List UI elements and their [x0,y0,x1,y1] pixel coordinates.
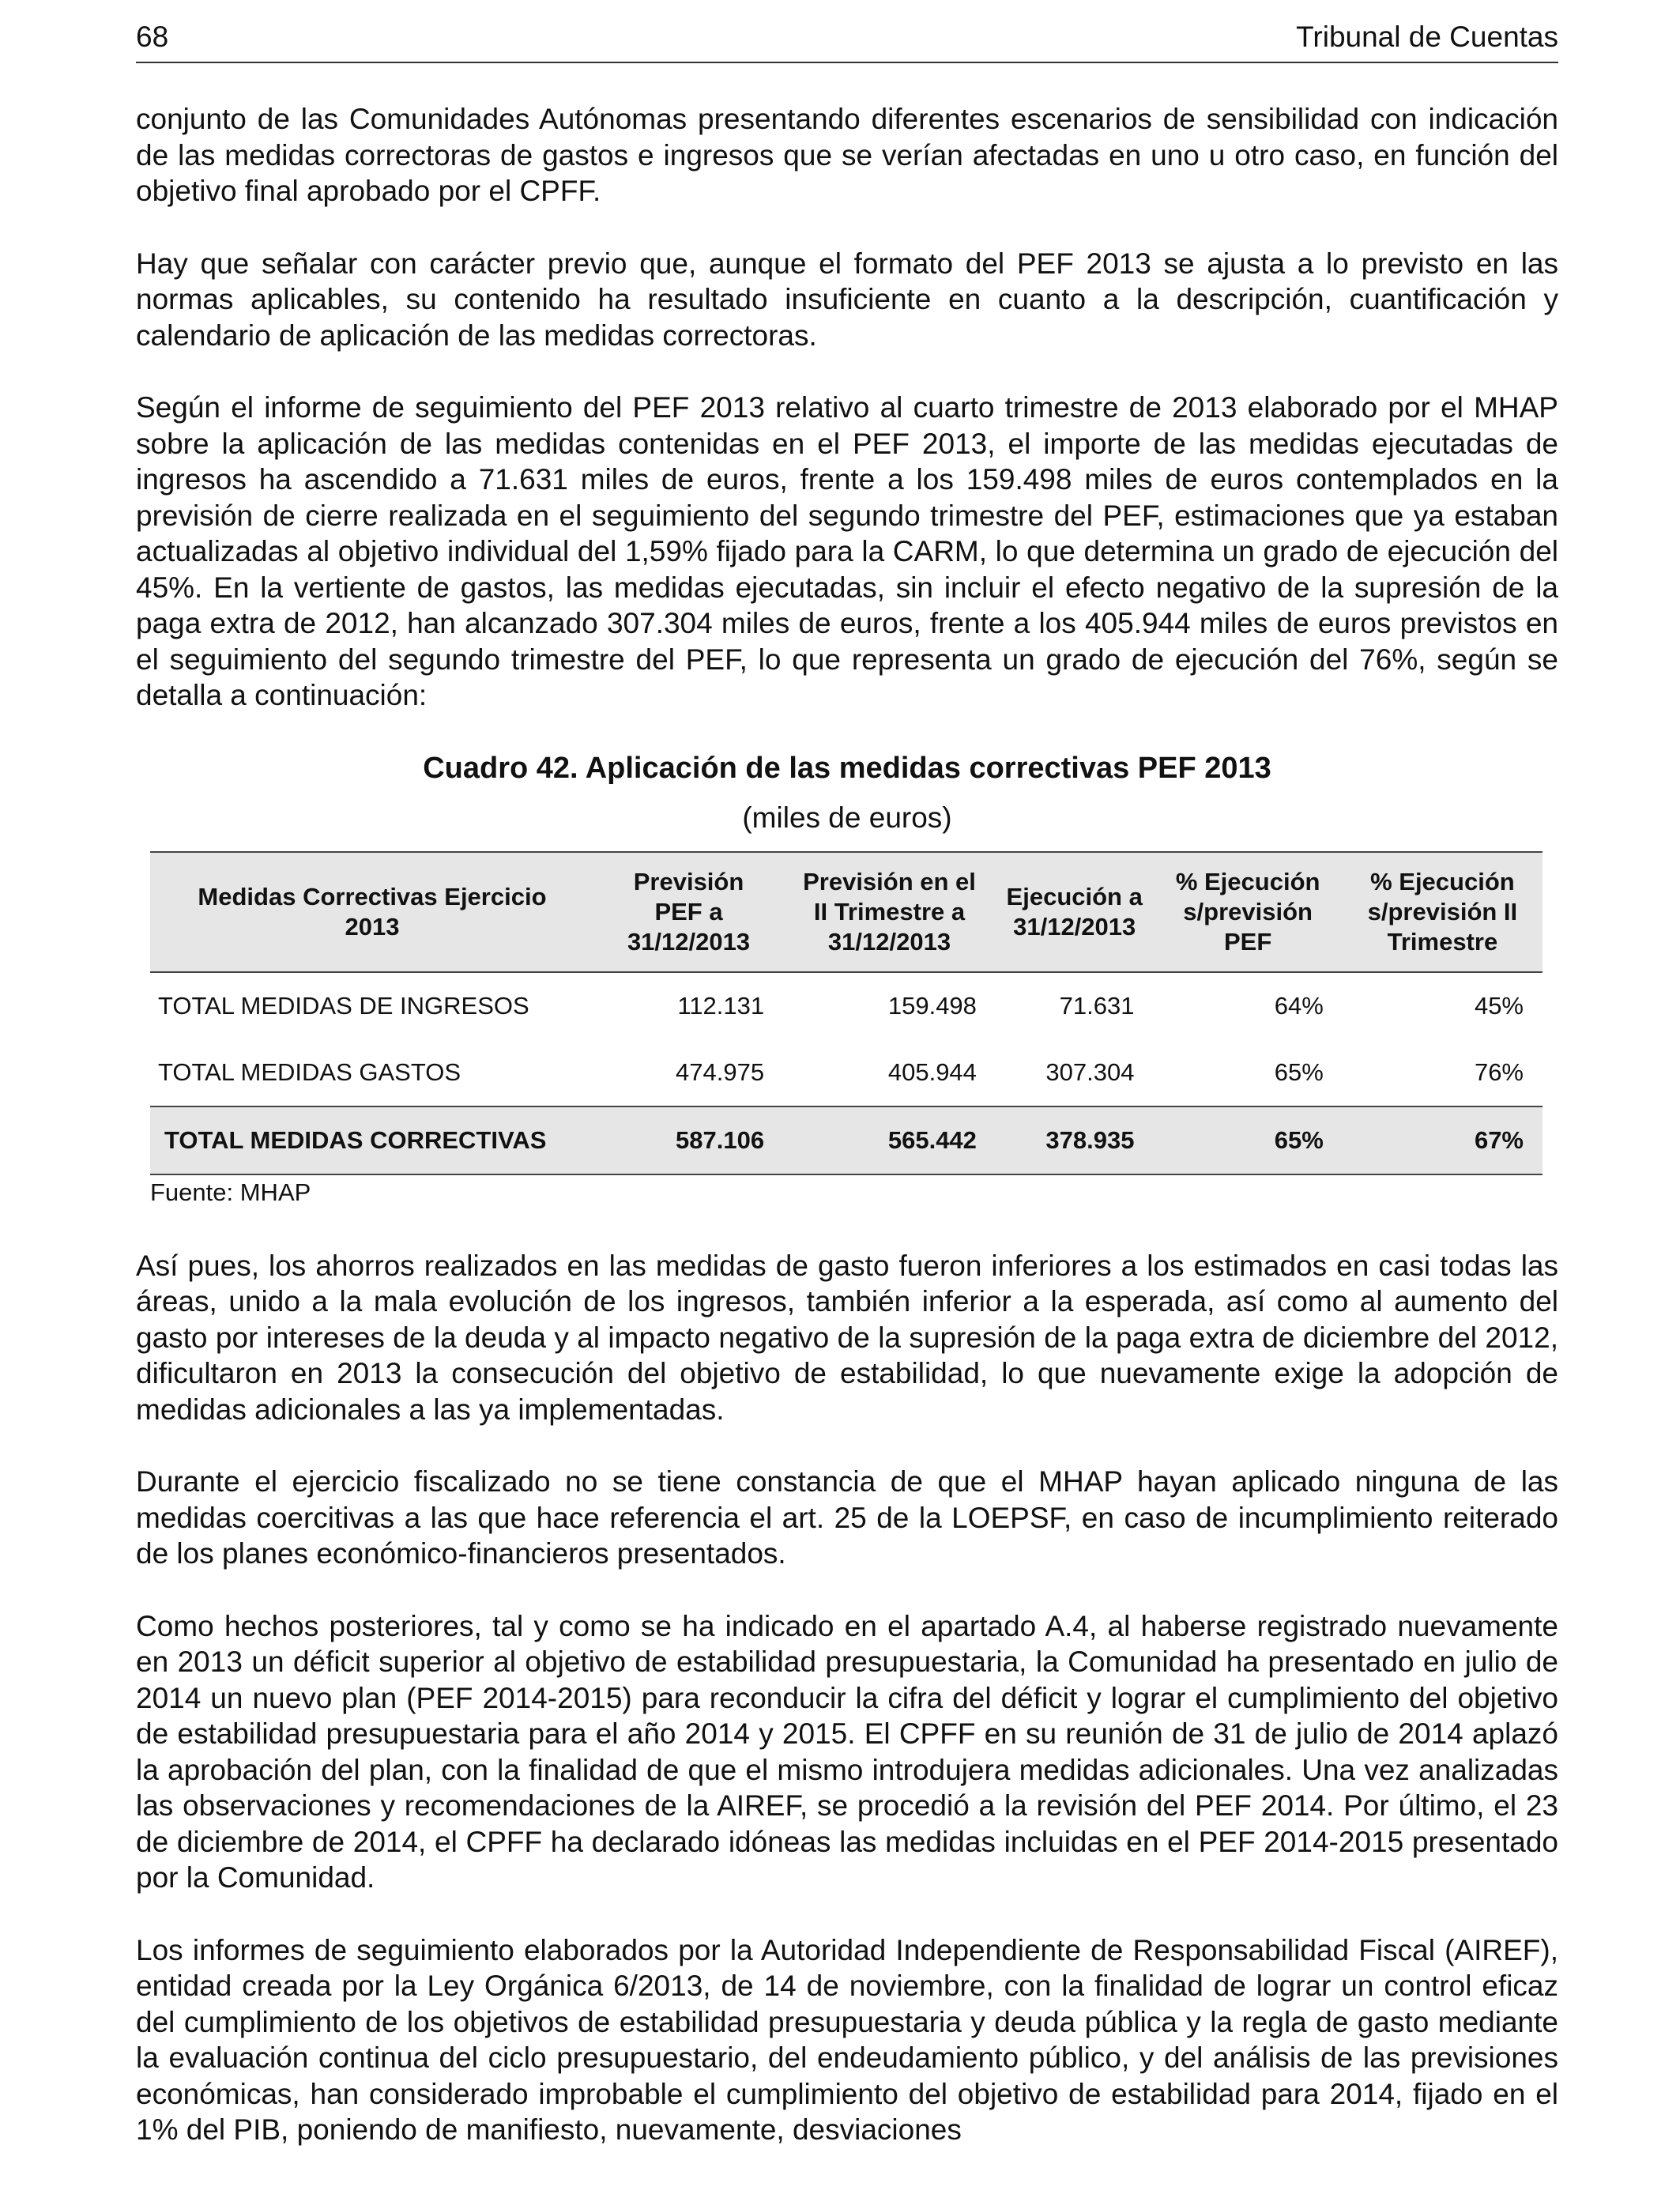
column-header: Ejecución a 31/12/2013 [996,852,1154,972]
paragraph: Como hechos posteriores, tal y como se ha indicado en el apartado A.4, al haberse registrado nuevamente en 2013 un déficit superior al objetivo de estabilidad presupuestaria, la Comunidad ha presentado en julio de 2014 un nuevo plan (PEF 2014-2015) para reconducir la cifra del déficit y lograr el cumplimiento del objetivo de estabilidad presupuestaria para el año 2014 y 2015. El CPFF en su reunión de 31 de julio de 2014 aplazó la aprobación del plan, con la finalidad de que el mismo introdujera medidas adicionales. Una vez analizadas las observaciones y recomendaciones de la AIREF, se procedió a la revisión del PEF 2014. Por último, el 23 de diciembre de 2014, el CPFF ha declarado idóneas las medidas incluidas en el PEF 2014-2015 presentado por la Comunidad. [136,1609,1558,1894]
table-cell: 474.975 [676,1057,765,1086]
paragraph: Durante el ejercicio fiscalizado no se tiene constancia de que el MHAP hayan aplicado ninguna de las medidas coercitivas a las que hace referencia el art. 25 de la LOEPSF, en caso de incumplimiento reiterado de los planes económico-financieros presentados. [136,1465,1558,1570]
table-source: Fuente: MHAP [150,1178,311,1206]
table-caption: Cuadro 42. Aplicación de las medidas correctivas PEF 2013 [423,751,1271,785]
table-cell: 67% [1343,1106,1543,1174]
column-header: Previsión en el II Trimestre a 31/12/2013 [783,852,996,972]
paragraph: Hay que señalar con carácter previo que, aunque el formato del PEF 2013 se ajusta a lo previsto en las normas aplicables, su contenido ha resultado insuficiente en cuanto a la descripción, cuantificación y calendario de aplicación de las medidas correctoras. [136,247,1558,352]
table-cell: 71.631 [1059,991,1135,1020]
table-cell: 45% [1474,991,1524,1020]
column-header: % Ejecución s/previsión II Trimestre [1343,852,1543,972]
table-cell: 307.304 [1045,1057,1135,1086]
row-label: TOTAL MEDIDAS DE INGRESOS [158,991,529,1020]
table-cell: 565.442 [783,1106,996,1174]
table-row [150,1039,1543,1106]
row-label: TOTAL MEDIDAS GASTOS [158,1057,461,1086]
page-header [136,21,1558,63]
table-cell: 378.935 [996,1106,1154,1174]
page-number: 68 [136,21,169,53]
header-title: Tribunal de Cuentas [1296,21,1558,53]
table-cell: 76% [1474,1057,1524,1086]
table-subcaption: (miles de euros) [742,801,952,834]
table-cell: 405.944 [887,1057,977,1086]
table-header-row [150,852,1543,972]
table-cell: 112.131 [677,991,765,1020]
document-body [136,101,1558,2185]
column-header: % Ejecución s/previsión PEF [1153,852,1342,972]
column-header: Medidas Correctivas Ejercicio 2013 [150,852,594,972]
table-cell: 587.106 [594,1106,783,1174]
paragraph: Así pues, los ahorros realizados en las medidas de gasto fueron inferiores a los estimados en casi todas las áreas, unido a la mala evolución de los ingresos, también inferior a la esperada, así como al aumento del gasto por intereses de la deuda y al impacto negativo de la supresión de la paga extra de diciembre del 2012, dificultaron en 2013 la consecución del objetivo de estabilidad, lo que nuevamente exige la adopción de medidas adicionales a las ya implementadas. [136,1249,1558,1426]
table-cell: 65% [1274,1057,1324,1086]
paragraph: Los informes de seguimiento elaborados por la Autoridad Independiente de Responsabilidad Fiscal (AIREF), entidad creada por la Ley Orgánica 6/2013, de 14 de noviembre, con la finalidad de lograr un control eficaz del cumplimiento de los objetivos de estabilidad presupuestaria y deuda pública y la regla de gasto mediante la evaluación continua del ciclo presupuestario, del endeudamiento público, y del análisis de las previsiones económicas, han considerado improbable el cumplimiento del objetivo de estabilidad para 2014, fijado en el 1% del PIB, poniendo de manifiesto, nuevamente, desviaciones [136,1933,1558,2146]
table-cell: 64% [1274,991,1324,1020]
total-row [150,1106,1543,1174]
table-cell: 65% [1153,1106,1342,1174]
row-label: TOTAL MEDIDAS CORRECTIVAS [150,1106,594,1174]
table-row [150,972,1543,1039]
paragraph: conjunto de las Comunidades Autónomas presentando diferentes escenarios de sensibilidad con indicación de las medidas correctoras de gastos e ingresos que se verían afectadas en uno u otro caso, en función del objetivo final aprobado por el CPFF. [136,103,1558,207]
measures-table [150,851,1543,1175]
table-cell: 159.498 [887,991,977,1020]
paragraph: Según el informe de seguimiento del PEF 2013 relativo al cuarto trimestre de 2013 elaborado por el MHAP sobre la aplicación de las medidas contenidas en el PEF 2013, el importe de las medidas ejecutadas de ingresos ha ascendido a 71.631 miles de euros, frente a los 159.498 miles de euros contemplados en la previsión de cierre realizada en el seguimiento del segundo trimestre del PEF, estimaciones que ya estaban actualizadas al objetivo individual del 1,59% fijado para la CARM, lo que determina un grado de ejecución del 45%. En la vertiente de gastos, las medidas ejecutadas, sin incluir el efecto negativo de la supresión de la paga extra de 2012, han alcanzado 307.304 miles de euros, frente a los 405.944 miles de euros previstos en el seguimiento del segundo trimestre del PEF, lo que representa un grado de ejecución del 76%, según se detalla a continuación: [136,391,1558,711]
column-header: Previsión PEF a 31/12/2013 [594,852,783,972]
